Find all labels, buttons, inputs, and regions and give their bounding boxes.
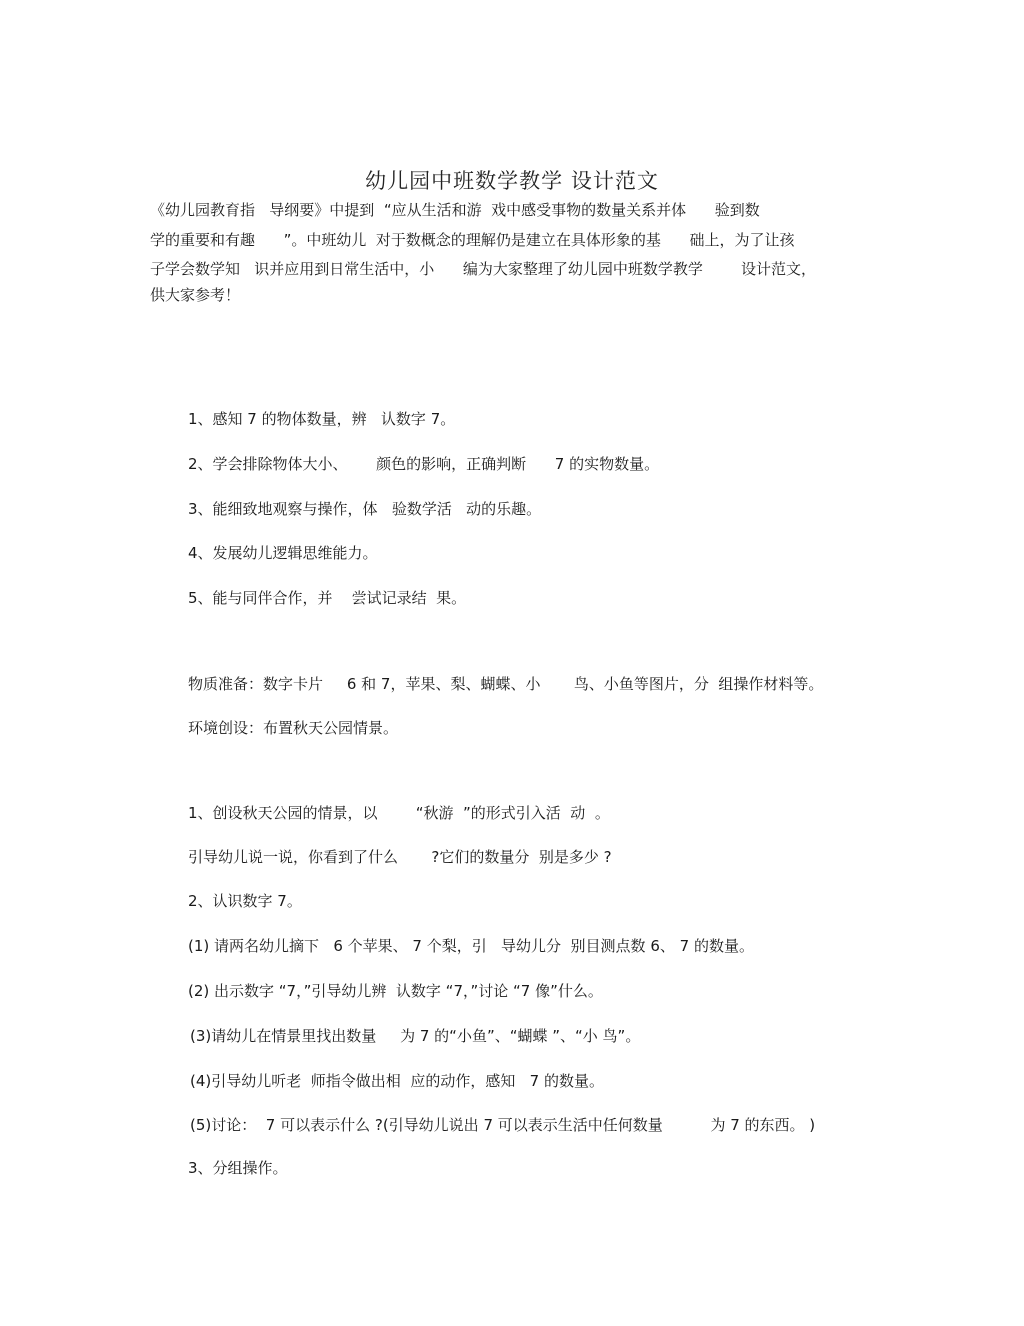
process-sub-4: (4)引导幼儿听老 师指令做出相 应的动作，感知 7 的数量。: [190, 1072, 604, 1090]
intro-line-2: 学的重要和有趣 ”。中班幼儿 对于数概念的理解仍是建立在具体形象的基 础上，为了让孩: [150, 231, 795, 249]
preparation-environment: 环境创设：布置秋天公园情景。: [188, 719, 399, 737]
goal-item-5: 5、能与同伴合作，并 尝试记录结 果。: [188, 589, 467, 607]
process-sub-3: (3)请幼儿在情景里找出数量 为 7 的“小鱼”、“蝴蝶 ”、“小 鸟”。: [190, 1027, 641, 1045]
goal-item-2: 2、学会排除物体大小、 颜色的影响，正确判断 7 的实物数量。: [188, 455, 660, 473]
process-sub-1: (1) 请两名幼儿摘下 6 个苹果、 7 个梨，引 导幼儿分 别目测点数 6、 7 的数量。: [188, 937, 754, 955]
goal-item-3: 3、能细致地观察与操作，体 验数学活 动的乐趣。: [188, 500, 542, 518]
process-step-3: 3、分组操作。: [188, 1159, 288, 1177]
intro-line-4: 供大家参考！: [150, 286, 241, 304]
intro-line-1: 《幼儿园教育指 导纲要》中提到 “应从生活和游 戏中感受事物的数量关系并体 验到数: [150, 201, 760, 219]
process-step-2: 2、认识数字 7。: [188, 892, 302, 910]
page-title: 幼儿园中班数学教学 设计范文: [365, 169, 659, 193]
goal-item-4: 4、发展幼儿逻辑思维能力。: [188, 544, 378, 562]
process-sub-5: (5)讨论： 7 可以表示什么 ?(引导幼儿说出 7 可以表示生活中任何数量 为 7 的东西。 ): [190, 1116, 816, 1134]
process-sub-2: (2) 出示数字 “7，”引导幼儿辨 认数字 “7，”讨论 “7 像”什么。: [188, 982, 603, 1000]
intro-line-3: 子学会数学知 识并应用到日常生活中，小 编为大家整理了幼儿园中班数学教学 设计范文，: [150, 260, 817, 278]
process-step-1-guide: 引导幼儿说一说，你看到了什么 ?它们的数量分 别是多少 ?: [188, 848, 612, 866]
process-step-1: 1、创设秋天公园的情景，以 “秋游 ”的形式引入活 动 。: [188, 804, 610, 822]
preparation-materials: 物质准备：数字卡片 6 和 7，苹果、梨、蝴蝶、小 鸟、小鱼等图片，分 组操作材料等。: [188, 675, 824, 693]
goal-item-1: 1、感知 7 的物体数量，辨 认数字 7。: [188, 410, 456, 428]
